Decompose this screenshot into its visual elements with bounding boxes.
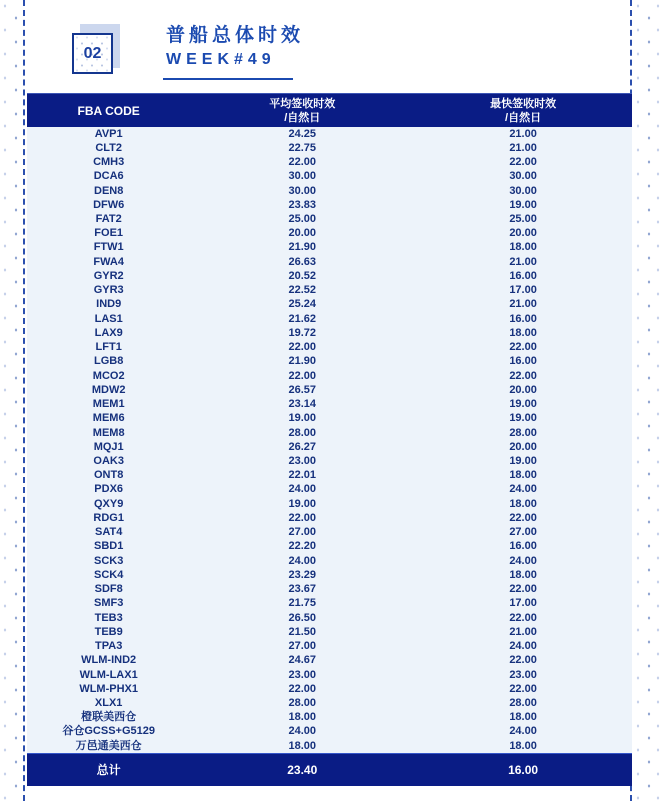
table-row	[27, 583, 632, 597]
avg-days-cell: 23.29	[288, 568, 317, 581]
fastest-days-cell: 30.00	[509, 170, 537, 183]
avg-days-cell: 23.83	[288, 198, 317, 211]
fastest-days-cell: 16.00	[509, 355, 537, 368]
table-row	[27, 469, 632, 483]
fba-code-cell: SCK3	[94, 554, 124, 567]
avg-days-cell: 21.50	[288, 625, 317, 638]
fba-code-cell: DEN8	[94, 184, 124, 197]
fastest-days-cell: 30.00	[509, 184, 537, 197]
fba-code-cell: DCA6	[93, 170, 124, 183]
fba-code-cell: MQJ1	[93, 440, 124, 453]
fba-code-cell: WLM-PHX1	[79, 682, 138, 695]
fba-code-cell: FAT2	[95, 213, 122, 226]
avg-days-cell: 24.00	[288, 725, 317, 738]
avg-days-cell: 24.00	[288, 554, 317, 567]
avg-days-cell: 19.00	[288, 412, 317, 425]
table-row	[27, 625, 632, 639]
table-row	[27, 654, 632, 668]
avg-days-cell: 20.00	[288, 227, 317, 240]
avg-days-cell: 26.57	[288, 383, 317, 396]
fba-code-cell: LFT1	[95, 341, 122, 354]
fastest-days-cell: 18.00	[509, 469, 537, 482]
fba-code-cell: SDF8	[94, 583, 123, 596]
table-row	[27, 554, 632, 568]
total-label: 总计	[96, 763, 121, 777]
fba-code-cell: MDW2	[91, 383, 126, 396]
fastest-days-cell: 24.00	[509, 725, 537, 738]
fastest-days-cell: 21.00	[509, 141, 537, 154]
avg-days-cell: 18.00	[288, 739, 317, 752]
table-row	[27, 184, 632, 198]
fastest-days-cell: 23.00	[509, 668, 537, 681]
table-row	[27, 682, 632, 696]
fastest-days-cell: 22.00	[509, 511, 537, 524]
table-row	[27, 312, 632, 326]
fastest-days-cell: 20.00	[509, 440, 537, 453]
fba-code-cell: TEB9	[94, 625, 123, 638]
avg-days-cell: 24.25	[288, 127, 317, 140]
avg-days-cell: 28.00	[288, 696, 317, 709]
table-row	[27, 639, 632, 653]
table-row	[27, 611, 632, 625]
fastest-days-cell: 16.00	[509, 269, 537, 282]
avg-days-cell: 25.00	[288, 213, 317, 226]
dots-pattern-left	[0, 0, 22, 801]
table-body	[27, 127, 632, 753]
fba-code-cell: FWA4	[93, 255, 124, 268]
fastest-days-cell: 19.00	[509, 412, 537, 425]
fastest-days-cell: 18.00	[509, 497, 537, 510]
table-row	[27, 155, 632, 169]
table-row	[27, 326, 632, 340]
table-row	[27, 483, 632, 497]
section-number-badge	[72, 33, 113, 74]
fastest-days-cell: 16.00	[509, 540, 537, 553]
fba-code-cell: SBD1	[94, 540, 124, 553]
avg-days-cell: 23.00	[288, 668, 317, 681]
table-row	[27, 298, 632, 312]
fastest-days-cell: 22.00	[509, 369, 537, 382]
title-underline	[163, 78, 293, 80]
header-fba-code: FBA CODE	[77, 103, 140, 118]
avg-days-cell: 22.52	[288, 284, 317, 297]
fba-code-cell: SAT4	[95, 526, 123, 539]
fba-code-cell: DFW6	[93, 198, 125, 211]
fba-code-cell: AVP1	[94, 127, 123, 140]
table-row	[27, 426, 632, 440]
avg-days-cell: 30.00	[288, 184, 317, 197]
fba-code-cell: MCO2	[92, 369, 125, 382]
total-avg-cell: 23.40	[287, 763, 318, 777]
fastest-days-cell: 22.00	[509, 583, 537, 596]
fastest-days-cell: 21.00	[509, 298, 537, 311]
fastest-days-cell: 18.00	[509, 241, 537, 254]
avg-days-cell: 23.00	[288, 455, 317, 467]
avg-days-cell: 27.00	[288, 640, 317, 653]
fba-code-cell: 橙联美西仓	[81, 711, 137, 724]
avg-days-cell: 22.00	[288, 682, 317, 695]
fba-code-cell: WLM-IND2	[81, 654, 137, 667]
fba-code-cell: MEM6	[92, 412, 125, 425]
table-row	[27, 412, 632, 426]
fba-code-cell: PDX6	[94, 483, 124, 496]
fba-code-cell: MEM8	[92, 426, 125, 439]
badge-number: 02	[83, 44, 102, 62]
fastest-days-cell: 28.00	[509, 426, 537, 439]
dots-pattern-right	[633, 0, 661, 801]
total-fastest-cell: 16.00	[508, 763, 539, 777]
table-row	[27, 397, 632, 411]
avg-days-cell: 28.00	[288, 426, 317, 439]
fba-code-cell: 万邑通美西仓	[75, 739, 142, 752]
avg-days-cell: 22.20	[288, 540, 317, 553]
avg-days-cell: 23.14	[288, 398, 317, 411]
fba-code-cell: IND9	[96, 298, 122, 311]
fba-code-cell: QXY9	[93, 497, 124, 510]
fastest-days-cell: 22.00	[509, 156, 537, 169]
fba-code-cell: LGB8	[94, 355, 124, 368]
avg-days-cell: 21.62	[288, 312, 317, 325]
fastest-days-cell: 22.00	[509, 654, 537, 667]
avg-days-cell: 20.52	[288, 269, 317, 282]
table-row	[27, 269, 632, 283]
table-row	[27, 141, 632, 155]
fastest-days-cell: 24.00	[509, 640, 537, 653]
week-label: WEEK#49	[166, 51, 276, 68]
header-fast-line1: 最快签收时效	[490, 97, 557, 110]
fba-code-cell: GYR3	[93, 284, 124, 297]
avg-days-cell: 22.00	[288, 156, 317, 169]
fba-code-cell: TEB3	[94, 611, 123, 624]
fba-code-cell: RDG1	[93, 511, 124, 524]
fastest-days-cell: 27.00	[509, 526, 537, 539]
avg-days-cell: 21.90	[288, 355, 317, 368]
fastest-days-cell: 22.00	[509, 341, 537, 354]
timeliness-table	[27, 93, 632, 786]
avg-days-cell: 26.50	[288, 611, 317, 624]
fastest-days-cell: 21.00	[509, 255, 537, 268]
header-fastest-days	[414, 97, 632, 125]
avg-days-cell: 22.00	[288, 511, 317, 524]
table-row	[27, 725, 632, 739]
fba-code-cell: ONT8	[94, 469, 124, 482]
avg-days-cell: 21.75	[288, 597, 317, 610]
fba-code-cell: CLT2	[95, 141, 123, 154]
fastest-days-cell: 18.00	[509, 711, 537, 724]
table-row	[27, 511, 632, 525]
header-avg-days	[190, 97, 414, 125]
total-row	[27, 753, 632, 786]
fastest-days-cell: 19.00	[509, 455, 537, 467]
fastest-days-cell: 19.00	[509, 398, 537, 411]
table-row	[27, 696, 632, 710]
avg-days-cell: 19.72	[288, 326, 317, 339]
avg-days-cell: 30.00	[288, 170, 317, 183]
avg-days-cell: 22.75	[288, 141, 317, 154]
avg-days-cell: 23.67	[288, 583, 317, 596]
avg-days-cell: 19.00	[288, 497, 317, 510]
table-row	[27, 355, 632, 369]
fastest-days-cell: 22.00	[509, 682, 537, 695]
table-row	[27, 369, 632, 383]
avg-days-cell: 24.67	[288, 654, 317, 667]
fastest-days-cell: 21.00	[509, 625, 537, 638]
fastest-days-cell: 18.00	[509, 568, 537, 581]
table-row	[27, 241, 632, 255]
table-header-row	[27, 93, 632, 127]
avg-days-cell: 22.01	[288, 469, 317, 482]
fastest-days-cell: 24.00	[509, 554, 537, 567]
table-row	[27, 127, 632, 141]
table-row	[27, 497, 632, 511]
avg-days-cell: 18.00	[288, 711, 317, 724]
fba-code-cell: TPA3	[95, 640, 123, 653]
fastest-days-cell: 28.00	[509, 696, 537, 709]
fba-code-cell: LAX9	[94, 326, 123, 339]
table-row	[27, 170, 632, 184]
fba-code-cell: CMH3	[93, 156, 125, 169]
table-row	[27, 198, 632, 212]
fba-code-cell: SCK4	[94, 568, 124, 581]
table-row	[27, 454, 632, 468]
fastest-days-cell: 18.00	[509, 326, 537, 339]
header-fast-line2: /自然日	[505, 111, 542, 124]
fba-code-cell: SMF3	[94, 597, 124, 610]
fastest-days-cell: 17.00	[509, 284, 537, 297]
fba-code-cell: LAS1	[94, 312, 123, 325]
avg-days-cell: 24.00	[288, 483, 317, 496]
table-row	[27, 255, 632, 269]
header-avg-line1: 平均签收时效	[269, 97, 336, 110]
table-row	[27, 568, 632, 582]
fastest-days-cell: 25.00	[509, 213, 537, 226]
table-row	[27, 341, 632, 355]
table-row	[27, 284, 632, 298]
fastest-days-cell: 17.00	[509, 597, 537, 610]
fba-code-cell: XLX1	[94, 696, 123, 709]
fba-code-cell: GYR2	[93, 269, 124, 282]
dashed-border-left	[23, 0, 25, 801]
table-row	[27, 440, 632, 454]
avg-days-cell: 22.00	[288, 341, 317, 354]
page-title: 普船总体时效	[166, 25, 305, 46]
header-avg-line2: /自然日	[284, 111, 321, 124]
fba-code-cell: FOE1	[94, 227, 124, 240]
avg-days-cell: 21.90	[288, 241, 317, 254]
fba-code-cell: 谷仓GCSS+G5129	[62, 725, 155, 738]
table-row	[27, 212, 632, 226]
avg-days-cell: 26.63	[288, 255, 317, 268]
table-row	[27, 668, 632, 682]
avg-days-cell: 25.24	[288, 298, 317, 311]
fba-code-cell: WLM-LAX1	[79, 668, 138, 681]
report-header	[0, 0, 661, 93]
fastest-days-cell: 22.00	[509, 611, 537, 624]
fastest-days-cell: 20.00	[509, 383, 537, 396]
fastest-days-cell: 19.00	[509, 198, 537, 211]
avg-days-cell: 22.00	[288, 369, 317, 382]
table-row	[27, 540, 632, 554]
fastest-days-cell: 21.00	[509, 127, 537, 140]
table-row	[27, 597, 632, 611]
fba-code-cell: FTW1	[93, 241, 124, 254]
fba-code-cell: OAK3	[93, 455, 124, 467]
fba-code-cell: MEM1	[92, 398, 125, 411]
table-row	[27, 739, 632, 753]
fastest-days-cell: 24.00	[509, 483, 537, 496]
table-row	[27, 526, 632, 540]
table-row	[27, 383, 632, 397]
fastest-days-cell: 18.00	[509, 739, 537, 752]
avg-days-cell: 27.00	[288, 526, 317, 539]
table-row	[27, 227, 632, 241]
table-row	[27, 711, 632, 725]
avg-days-cell: 26.27	[288, 440, 317, 453]
fastest-days-cell: 20.00	[509, 227, 537, 240]
fastest-days-cell: 16.00	[509, 312, 537, 325]
